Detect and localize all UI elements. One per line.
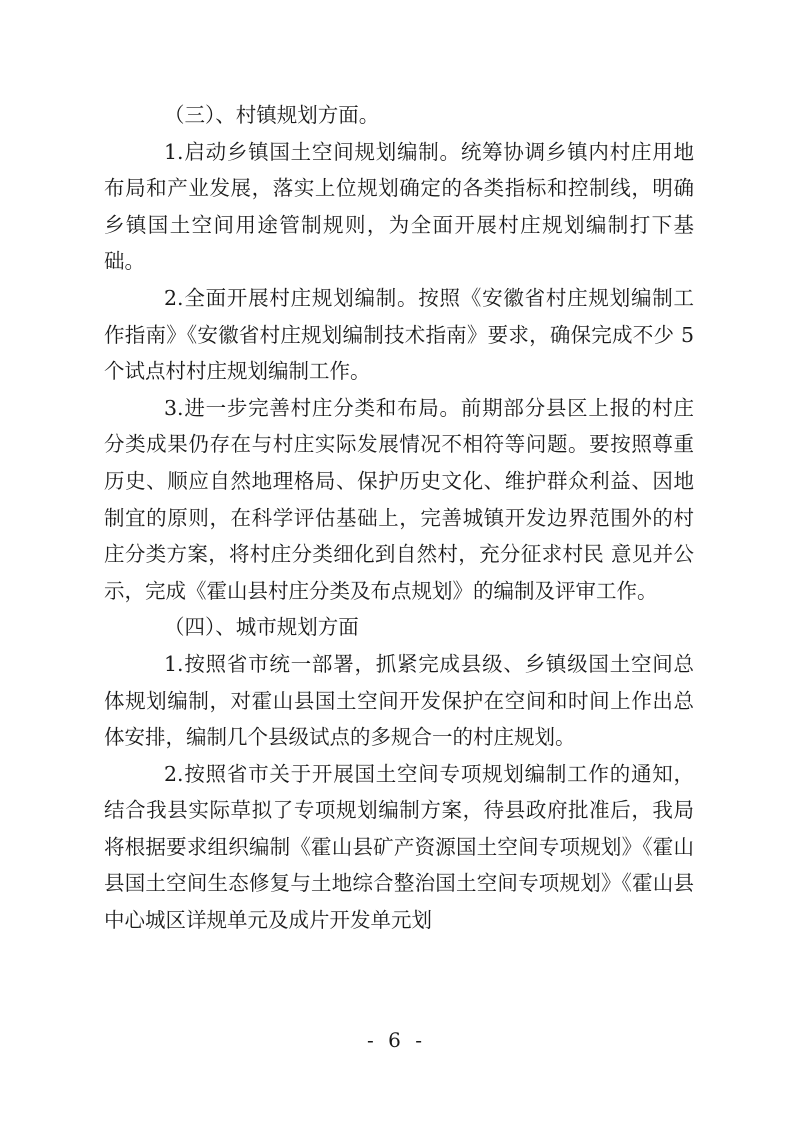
page-number: - 6 -	[367, 1028, 426, 1052]
paragraph-special-planning: 2.按照省市关于开展国土空间专项规划编制工作的通知，结合我县实际草拟了专项规划编制方案，待县政府批准后，我局将根据要求组织编制《霍山县矿产资源国土空间专项规划》《霍山县国土空间生态修复与土地综合整治国土空间专项规划》《霍山县中心城区详规单元及成片开发单元划	[104, 761, 694, 933]
paragraph-township-planning: 1.启动乡镇国土空间规划编制。统筹协调乡镇内村庄用地布局和产业发展，落实上位规划确定的各类指标和控制线，明确乡镇国土空间用途管制规则，为全面开展村庄规划编制打下基础。	[104, 139, 694, 274]
section-heading-city-planning: （四）、城市规划方面	[164, 615, 359, 640]
section-heading-village-planning: （三）、村镇规划方面。	[164, 103, 380, 127]
paragraph-village-classification: 3.进一步完善村庄分类和布局。前期部分县区上报的村庄分类成果仍存在与村庄实际发展情况不相符等问题。要按照尊重历史、顺应自然地理格局、保护历史文化、维护群众利益、因地制宜的原则，在科学评估基础上，完善城镇开发边界范围外的村庄分类方案，将村庄分类细化到自然村，充分征求村民 意见并公示，完成《霍山县村庄分类及布点规划》的编制及评审工作。	[104, 395, 694, 603]
paragraph-village-planning: 2.全面开展村庄规划编制。按照《安徽省村庄规划编制工作指南》《安徽省村庄规划编制技术指南》要求，确保完成不少 5 个试点村村庄规划编制工作。	[104, 285, 694, 384]
paragraph-county-planning: 1.按照省市统一部署，抓紧完成县级、乡镇级国土空间总体规划编制，对霍山县国土空间开发保护在空间和时间上作出总体安排，编制几个县级试点的多规合一的村庄规划。	[104, 651, 694, 750]
document-body	[104, 97, 694, 939]
